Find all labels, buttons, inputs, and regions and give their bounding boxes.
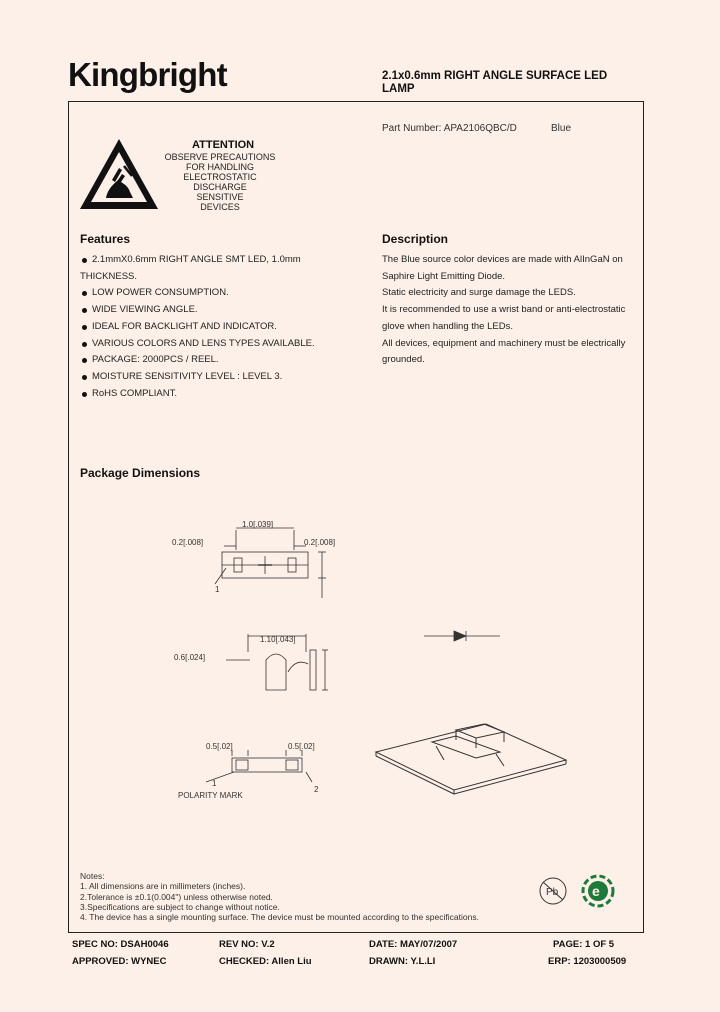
- polarity-mark-label: POLARITY MARK: [178, 791, 243, 800]
- rohs-e-icon: [580, 873, 616, 909]
- note-line: 2.Tolerance is ±0.1(0.004") unless otherwise noted.: [80, 891, 273, 902]
- feature-item: 2.1mmX0.6mm RIGHT ANGLE SMT LED, 1.0mm: [80, 252, 340, 269]
- package-3d-view: [372, 700, 572, 800]
- title-line-2: LAMP: [382, 83, 415, 95]
- package-dimensions-heading: Package Dimensions: [80, 466, 201, 480]
- attention-line: DEVICES: [200, 202, 240, 212]
- approved-by: APPROVED: WYNEC: [72, 956, 167, 967]
- description-line: All devices, equipment and machinery must be electrically: [382, 337, 626, 349]
- features-heading: Features: [80, 232, 131, 246]
- features-list: [80, 252, 340, 402]
- kingbright-logo: Kingbright: [68, 56, 227, 93]
- feature-item: LOW POWER CONSUMPTION.: [80, 285, 340, 302]
- feature-item-continued: THICKNESS.: [80, 270, 138, 282]
- pin-1-bottom: 1: [212, 779, 217, 788]
- feature-item: RoHS COMPLIANT.: [80, 386, 340, 403]
- attention-title: ATTENTION: [192, 139, 255, 151]
- document-title: [382, 70, 642, 96]
- description-text: [382, 252, 637, 369]
- feature-item: VARIOUS COLORS AND LENS TYPES AVAILABLE.: [80, 336, 340, 353]
- pin-1-top: 1: [215, 585, 220, 594]
- part-number: Part Number: APA2106QBC/D: [382, 123, 517, 134]
- note-line: 1. All dimensions are in millimeters (inches).: [80, 881, 246, 892]
- description-line: glove when handling the LEDs.: [382, 320, 513, 332]
- description-line: Static electricity and surge damage the LEDS.: [382, 287, 576, 299]
- content-frame: [68, 101, 644, 933]
- top-view-drawing: [170, 518, 360, 608]
- pb-free-icon: [538, 876, 568, 906]
- esd-warning-icon: [78, 136, 160, 212]
- dim-mid: 1.10[.043]: [260, 635, 296, 644]
- attention-line: SENSITIVE: [196, 192, 244, 202]
- drawn-by: DRAWN: Y.L.LI: [369, 956, 436, 967]
- dim-left: 0.2[.008]: [172, 538, 204, 547]
- note-line: 4. The device has a single mounting surface. The device must be mounted according to the specifications.: [80, 912, 479, 923]
- bottom-view-drawing: [176, 736, 346, 804]
- attention-line: DISCHARGE: [193, 182, 247, 192]
- attention-line: ELECTROSTATIC: [183, 172, 257, 182]
- dim-top-width: 1.0[.039]: [242, 520, 274, 529]
- title-line-1: 2.1x0.6mm RIGHT ANGLE SURFACE LED: [382, 70, 608, 82]
- feature-item: MOISTURE SENSITIVITY LEVEL : LEVEL 3.: [80, 369, 340, 386]
- feature-item: PACKAGE: 2000PCS / REEL.: [80, 352, 340, 369]
- pb-label: Pb: [546, 887, 559, 898]
- dim-bottom-left: 0.5[.02]: [206, 742, 233, 751]
- pin-2-bottom: 2: [314, 785, 319, 794]
- attention-line: OBSERVE PRECAUTIONS: [164, 152, 276, 162]
- dim-bottom-right: 0.5[.02]: [288, 742, 315, 751]
- feature-item: IDEAL FOR BACKLIGHT AND INDICATOR.: [80, 319, 340, 336]
- description-line: It is recommended to use a wrist band or anti-electrostatic: [382, 304, 626, 316]
- revision-number: REV NO: V.2: [219, 939, 275, 950]
- notes: [80, 871, 479, 922]
- notes-title: Notes:: [80, 871, 105, 881]
- attention-line: FOR HANDLING: [185, 162, 254, 172]
- feature-item: WIDE VIEWING ANGLE.: [80, 302, 340, 319]
- description-line: Saphire Light Emitting Diode.: [382, 270, 506, 282]
- side-view-drawing: [170, 630, 360, 700]
- page-number: PAGE: 1 OF 5: [553, 939, 615, 950]
- description-heading: Description: [382, 232, 449, 246]
- checked-by: CHECKED: Allen Liu: [219, 956, 312, 967]
- led-schematic-symbol: [420, 626, 520, 646]
- attention-text: [160, 152, 280, 212]
- erp-number: ERP: 1203000509: [548, 956, 627, 967]
- dim-side: 0.6[.024]: [174, 653, 206, 662]
- document-date: DATE: MAY/07/2007: [369, 939, 458, 950]
- description-line: The Blue source color devices are made with AlInGaN on: [382, 254, 623, 265]
- note-line: 3.Specifications are subject to change without notice.: [80, 901, 280, 912]
- dim-right: 0.2[.008]: [304, 538, 336, 547]
- description-line: grounded.: [382, 354, 425, 366]
- e-label: e: [592, 883, 600, 899]
- part-color: Blue: [551, 123, 572, 134]
- spec-number: SPEC NO: DSAH0046: [72, 939, 169, 950]
